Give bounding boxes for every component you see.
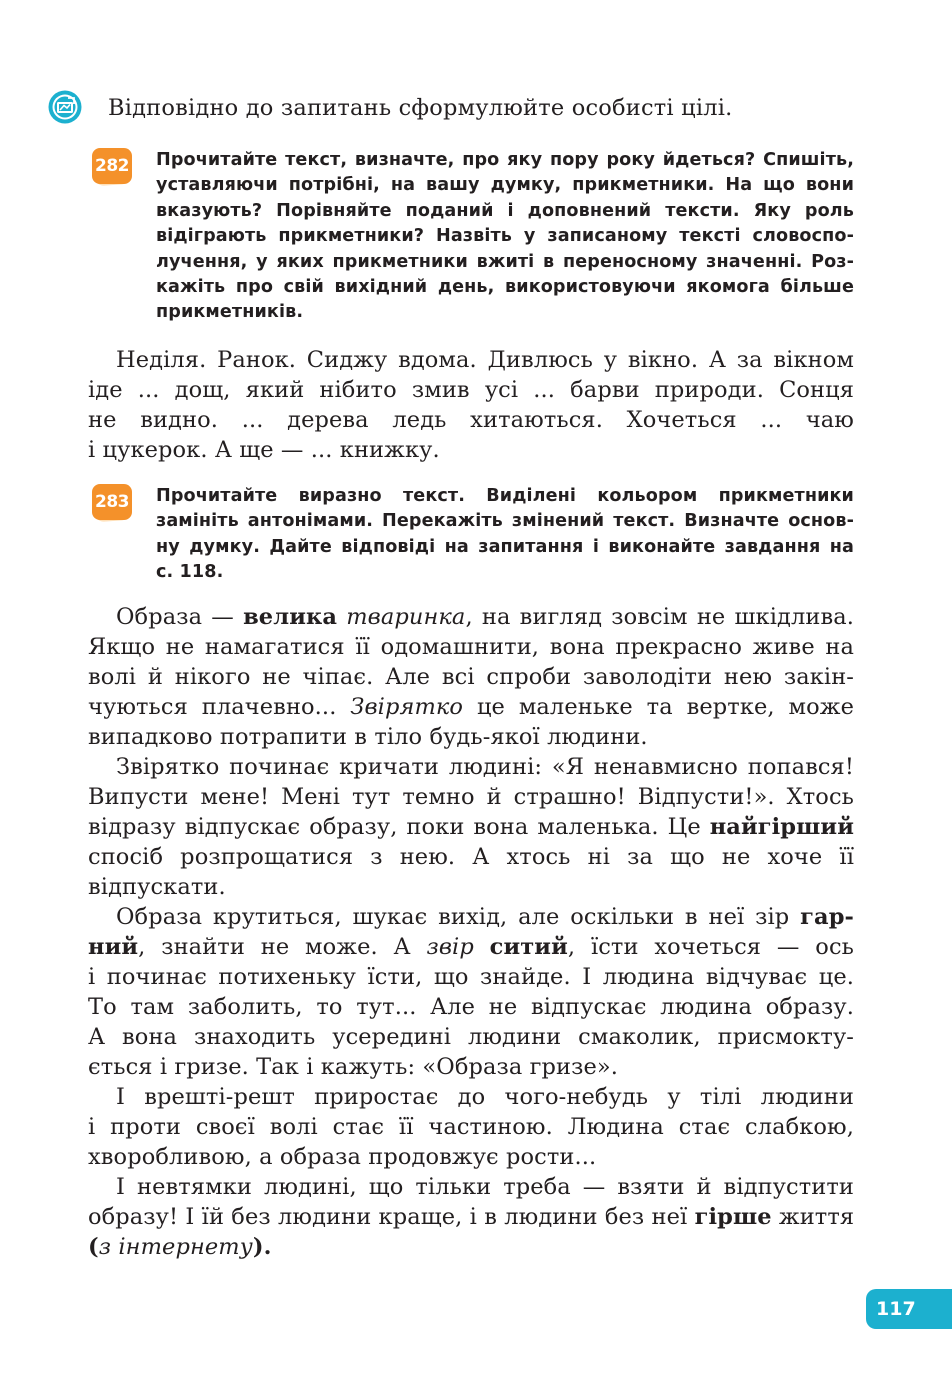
task-line: вказують? Порівняйте поданий і доповнений тексти. Яку роль [156, 200, 854, 221]
text-line: образу! І їй без людини краще, і в людини без неї гірше життя [88, 1204, 855, 1230]
task-number: 283 [92, 484, 132, 520]
task-line: уставляючи потрібні, на вашу думку, прикметники. На що вони [156, 175, 854, 196]
text-line: і проти своєї волі стає її частиною. Людина стає слабкою, [88, 1114, 854, 1140]
task-number-badge [92, 148, 134, 188]
text-line: Якщо не намагатися її одомашнити, вона прекрасно живе на [88, 634, 854, 660]
text-line: І врешті-решт приростає до чого-небудь у тілі людини [116, 1084, 854, 1110]
italic-word: тваринка [346, 604, 466, 630]
highlighted-adjective: найгірший [709, 814, 854, 840]
task-line: відіграють прикметники? Назвіть у записаному тексті словоспо- [156, 226, 854, 247]
text-line: і починає потихеньку їсти, що знайде. І людина відчуває це. [88, 964, 854, 990]
text-line: хворобливою, а образа продовжує рости... [88, 1144, 597, 1170]
highlighted-adjective: ситий [489, 934, 568, 960]
text-line: волі й нікого не чіпає. Але всі спроби заволодіти нею закін- [88, 664, 854, 690]
task-number: 282 [92, 148, 132, 184]
text-line: чуються плачевно... Звірятко це маленьке та вертке, може [88, 694, 854, 720]
text-line: (з інтернету). [88, 1234, 272, 1260]
text-line: А вона знаходить усередині людини смаколик, присмокту- [88, 1024, 854, 1050]
text-line: відпускати. [88, 874, 226, 900]
personal-goals-row [48, 90, 868, 126]
text-line: Неділя. Ранок. Сиджу вдома. Дивлюсь у вікно. А за вікном [116, 347, 854, 373]
highlighted-adjective: ний [88, 934, 139, 960]
text-line: випадково потрапити в тіло будь-якої людини. [88, 724, 648, 750]
italic-word: Звірятко [350, 694, 464, 720]
task-line: кажіть про свій вихідний день, використовуючи якомога більше [156, 277, 854, 298]
task-line: с. 118. [156, 562, 224, 583]
text-283 [88, 602, 854, 1262]
task-line: ну думку. Дайте відповіді на запитання і виконайте завдання на [156, 536, 854, 557]
text-line: не видно. ... дерева ледь хитаються. Хочеться ... чаю [88, 407, 854, 433]
task-instruction [156, 484, 854, 586]
italic-word: звір [426, 934, 474, 960]
task-282 [92, 148, 854, 333]
text-282 [88, 345, 854, 465]
text-line: Образа крутиться, шукає вихід, але оскільки в неї зір гар- [116, 904, 854, 930]
highlighted-adjective: гар- [800, 904, 854, 930]
task-line: Прочитайте виразно текст. Виділені кольором прикметники [156, 486, 854, 506]
text-line: Образа — велика тваринка, на вигляд зовсім не шкідлива. [116, 604, 854, 630]
text-line: спосіб розпрощатися з нею. А хтось ні за що не хоче її [88, 844, 854, 870]
text-line: І невтямки людині, що тільки треба — взяти й відпустити [116, 1174, 854, 1200]
task-line: лучення, у яких прикметники вжиті в переносному значенні. Роз- [156, 251, 854, 272]
task-instruction [156, 148, 854, 326]
text-line: ється і гризе. Так і кажуть: «Образа гризе». [88, 1054, 619, 1080]
task-283 [92, 484, 854, 594]
text-line: Випусти мене! Мені тут темно й страшно! Відпусти!». Хтось [88, 784, 854, 810]
text-line: Звірятко починає кричати людині: «Я ненавмисно попався! [116, 754, 854, 780]
task-line: замініть антонімами. Перекажіть змінений текст. Визначте основ- [156, 511, 854, 532]
highlighted-adjective: гірше [694, 1204, 772, 1230]
text-line: і цукерок. А ще — ... книжку. [88, 437, 440, 463]
task-line: прикметників. [156, 302, 304, 323]
source-note: з інтернету [98, 1234, 253, 1260]
task-number-badge [92, 484, 134, 524]
text-line: То там заболить, то тут... Але не відпускає людина образу. [88, 994, 854, 1020]
page-number: 117 [866, 1289, 952, 1329]
text-line: іде ... дощ, який нібито змив усі ... барви природи. Сонця [88, 377, 854, 403]
personal-goals-text: Відповідно до запитань сформулюйте особисті цілі. [108, 95, 733, 121]
text-line: відразу відпускає образу, поки вона маленька. Це найгірший [88, 814, 854, 840]
text-line: ний, знайти не може. А звір ситий, їсти хочеться — ось [88, 934, 854, 960]
highlighted-adjective: велика [243, 604, 338, 630]
target-arrow-icon [48, 90, 82, 124]
task-line: Прочитайте текст, визначте, про яку пору року йдеться? Спишіть, [156, 150, 854, 170]
